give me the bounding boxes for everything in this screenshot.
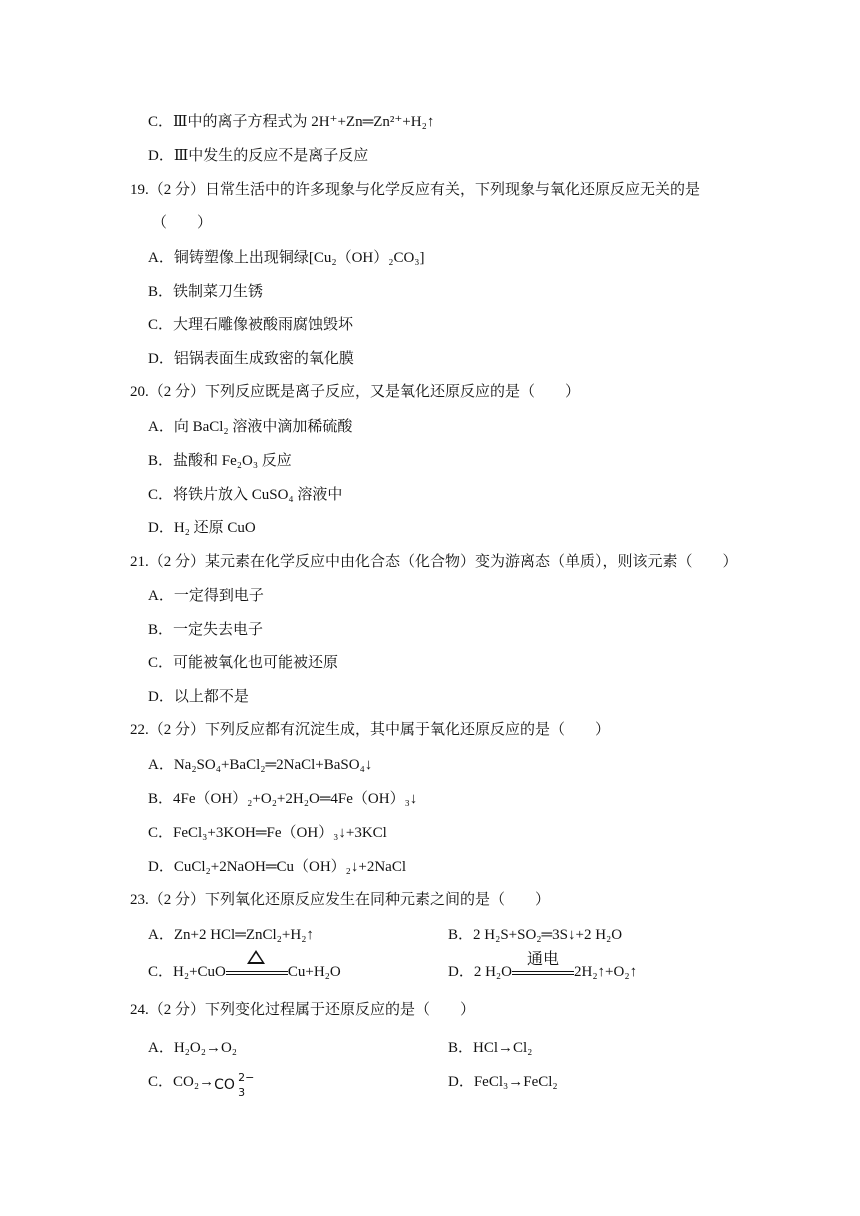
q22-option-c: C．FeCl₃+3KOH═Fe（OH）₃↓+3KCl	[148, 825, 387, 841]
q22-stem: 22.（2 分）下列反应都有沉淀生成，其中属于氧化还原反应的是（ ）	[130, 722, 611, 738]
q23-stem: 23.（2 分）下列氧化还原反应发生在同种元素之间的是（ ）	[130, 892, 551, 908]
q23-option-a: A．Zn+2 HCl═ZnCl₂+H₂↑	[148, 927, 314, 943]
q21-option-b: B．一定失去电子	[148, 622, 264, 638]
q24-option-a: A．H₂O₂→O₂	[148, 1040, 238, 1056]
q19-stem: 19.（2 分）日常生活中的许多现象与化学反应有关，下列现象与氧化还原反应无关的是	[130, 182, 701, 198]
q22-option-b: B．4Fe（OH）₂+O₂+2H₂O═4Fe（OH）₃↓	[148, 791, 418, 807]
q21-option-d: D．以上都不是	[148, 689, 249, 705]
q22-option-d: D．CuCl₂+2NaOH═Cu（OH）₂↓+2NaCl	[148, 859, 407, 875]
heating-condition-arrow	[226, 962, 288, 982]
q18-option-d: D．Ⅲ中发生的反应不是离子反应	[148, 148, 369, 164]
q23-option-c	[148, 962, 341, 982]
electrolysis-condition-arrow	[512, 949, 574, 982]
q21-option-a: A．一定得到电子	[148, 588, 264, 604]
q23-option-c-products: Cu+H₂O	[287, 964, 341, 980]
q19-stem-brackets: （ ）	[152, 215, 213, 231]
q21-option-c: C．可能被氧化也可能被还原	[148, 655, 339, 671]
q20-stem: 20.（2 分）下列反应既是离子反应，又是氧化还原反应的是（ ）	[130, 384, 581, 400]
q19-option-a: A．铜铸塑像上出现铜绿[Cu₂（OH）₂CO₃]	[148, 250, 425, 266]
q18-option-c: C．Ⅲ中的离子方程式为 2H⁺+Zn═Zn²⁺+H₂↑	[148, 114, 435, 130]
ion-charge: 2−	[238, 1071, 255, 1084]
ion-subscript: 3	[238, 1086, 246, 1099]
q23-option-c-reactants: C．H₂+CuO	[148, 964, 226, 980]
q24-option-c	[148, 1071, 255, 1099]
q20-option-c: C．将铁片放入 CuSO₄ 溶液中	[148, 487, 343, 503]
q22-option-a: A．Na₂SO₄+BaCl₂═2NaCl+BaSO₄↓	[148, 757, 373, 773]
carbonate-ion	[214, 1071, 255, 1099]
ion-base: CO	[214, 1077, 235, 1093]
electrolysis-label: 通电	[526, 949, 559, 968]
q20-option-b: B．盐酸和 Fe₂O₃ 反应	[148, 453, 292, 469]
q23-option-b: B．2 H₂S+SO₂═3S↓+2 H₂O	[448, 927, 623, 943]
q20-option-d: D．H₂ 还原 CuO	[148, 520, 256, 536]
q24-option-c-reactant: C．CO₂→	[148, 1074, 215, 1090]
q23-option-d	[448, 949, 638, 982]
q23-option-d-reactants: D．2 H₂O	[448, 964, 512, 980]
q21-stem: 21.（2 分）某元素在化学反应中由化合态（化合物）变为游离态（单质），则该元素（ ）	[130, 554, 738, 570]
q19-option-d: D．铝锅表面生成致密的氧化膜	[148, 351, 354, 367]
q24-option-b: B．HCl→Cl₂	[448, 1040, 533, 1056]
q24-stem: 24.（2 分）下列变化过程属于还原反应的是（ ）	[130, 1002, 476, 1018]
heat-triangle-icon	[247, 950, 265, 964]
q19-option-c: C．大理石雕像被酸雨腐蚀毁坏	[148, 317, 354, 333]
q23-option-d-products: 2H₂↑+O₂↑	[573, 964, 638, 980]
q19-option-b: B．铁制菜刀生锈	[148, 284, 264, 300]
q20-option-a: A．向 BaCl₂ 溶液中滴加稀硫酸	[148, 419, 353, 435]
q24-option-d: D．FeCl₃→FeCl₂	[448, 1074, 558, 1090]
